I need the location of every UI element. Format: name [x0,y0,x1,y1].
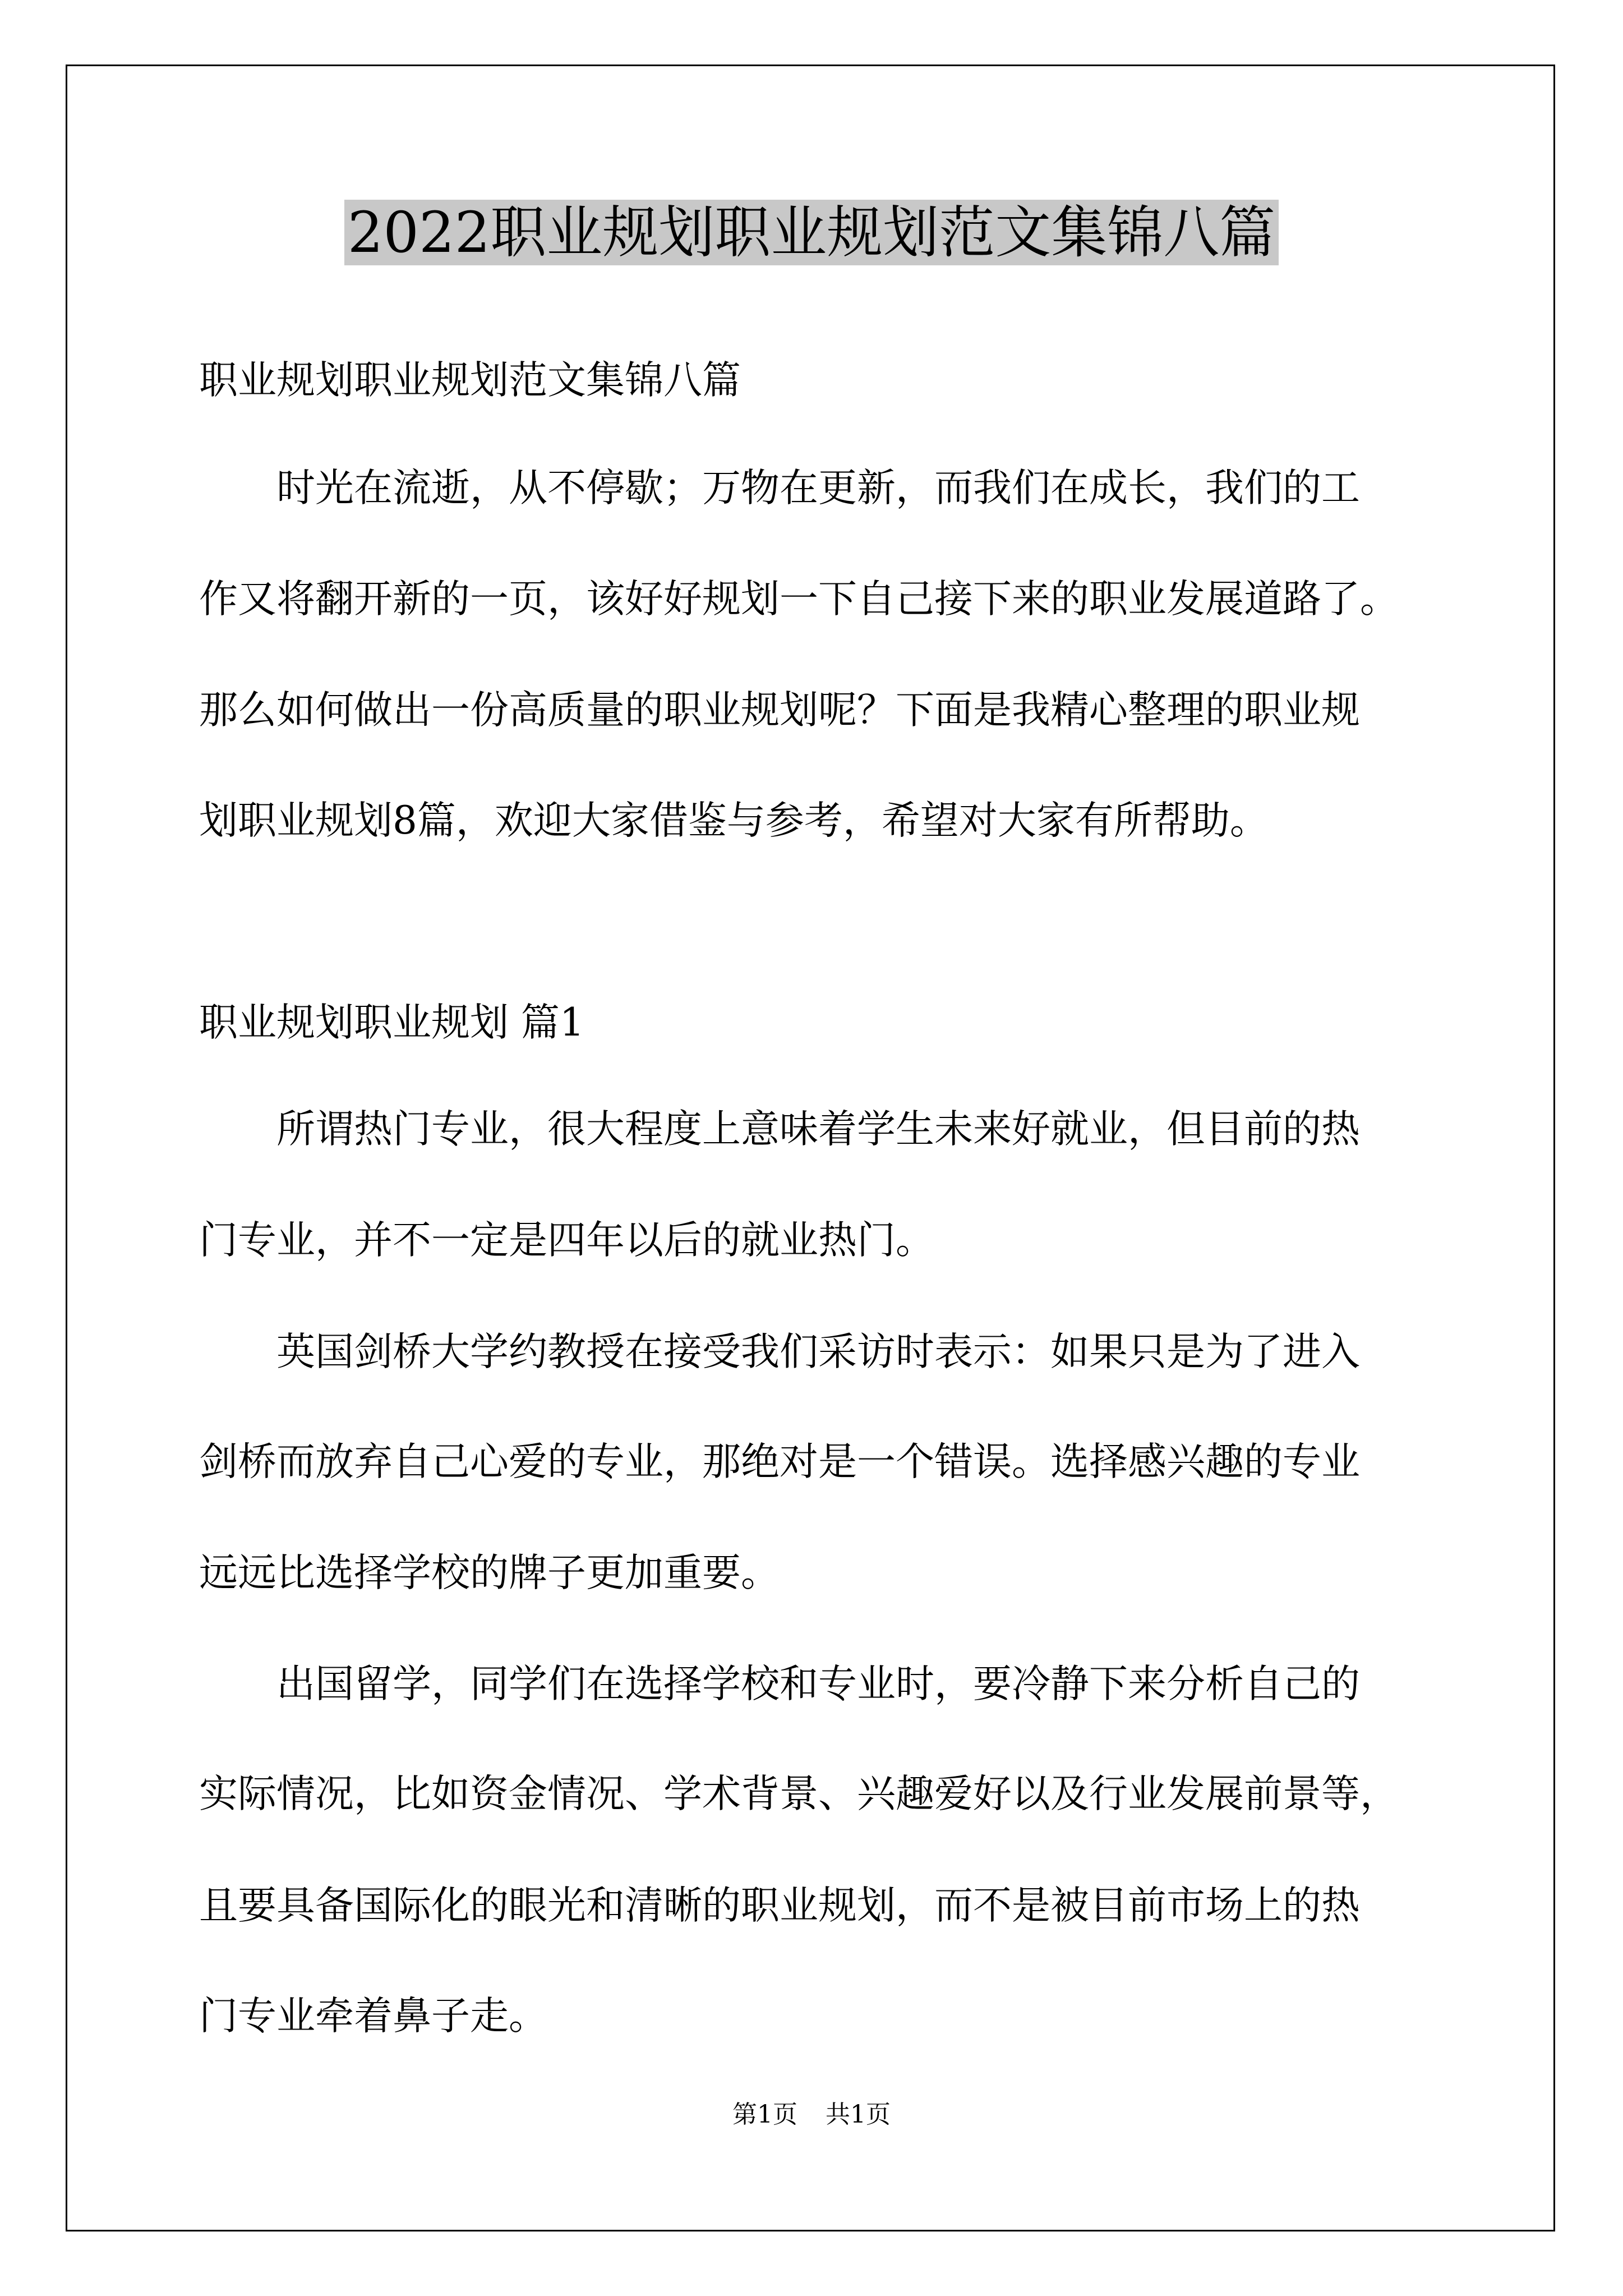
intro-paragraph-line: 作又将翻开新的一页，该好好规划一下自己接下来的职业发展道路了。 [199,577,1399,622]
section-paragraph-line: 英国剑桥大学约教授在接受我们采访时表示：如果只是为了进入 [276,1329,1360,1374]
section-paragraph-line: 且要具备国际化的眼光和清晰的职业规划，而不是被目前市场上的热 [199,1883,1360,1928]
intro-paragraph-line: 那么如何做出一份高质量的职业规划呢？下面是我精心整理的职业规 [199,688,1360,733]
section-paragraph-line: 所谓热门专业，很大程度上意味着学生未来好就业，但目前的热 [276,1107,1360,1152]
page-footer [0,2098,1623,2132]
section-paragraph-line: 实际情况，比如资金情况、学术背景、兴趣爱好以及行业发展前景等， [199,1772,1399,1816]
page-number-total: 共1页 [826,2100,891,2129]
section-paragraph-line: 门专业牵着鼻子走。 [199,1994,547,2039]
document-title-text: 2022职业规划职业规划范文集锦八篇 [344,200,1279,265]
intro-paragraph-line: 时光在流逝，从不停歇；万物在更新，而我们在成长，我们的工 [276,466,1360,510]
intro-paragraph-line: 划职业规划8篇，欢迎大家借鉴与参考，希望对大家有所帮助。 [199,798,1269,843]
section-heading: 职业规划职业规划 篇1 [199,1000,584,1045]
document-title [0,194,1623,272]
page-number-current: 第1页 [732,2100,797,2129]
section-paragraph-line: 剑桥而放弃自己心爱的专业，那绝对是一个错误。选择感兴趣的专业 [199,1439,1360,1484]
section-paragraph-line: 门专业，并不一定是四年以后的就业热门。 [199,1218,934,1263]
section-paragraph-line: 出国留学，同学们在选择学校和专业时，要冷静下来分析自己的 [276,1662,1360,1706]
document-subtitle: 职业规划职业规划范文集锦八篇 [199,358,741,403]
section-paragraph-line: 远远比选择学校的牌子更加重要。 [199,1550,780,1595]
